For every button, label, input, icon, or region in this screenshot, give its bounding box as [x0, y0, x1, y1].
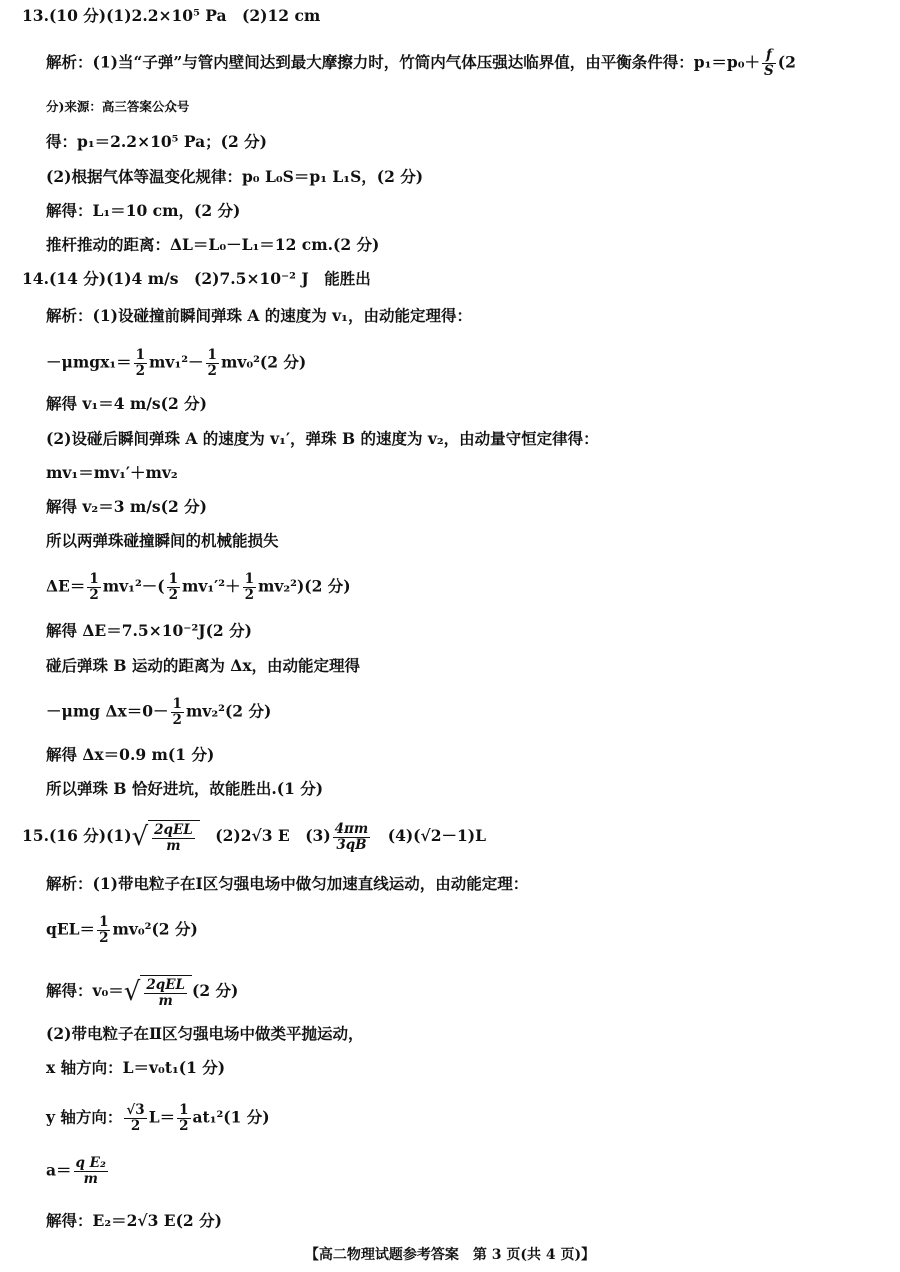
eq-part: mv₁²－ [149, 352, 204, 372]
fraction-denominator: 2 [99, 930, 109, 946]
eq-part: 解得：v₀＝ [46, 981, 124, 1000]
q15-answer-header [22, 820, 486, 854]
q14-line-6: 解得 v₂＝3 m/s(2 分) [46, 497, 208, 516]
q14-line-12: 解得 Δx＝0.9 m(1 分) [46, 745, 215, 764]
fraction-numerator: f [762, 48, 776, 64]
fraction-numerator: 1 [244, 571, 254, 587]
q13-line-4: (2)根据气体等温变化规律：p₀ L₀S＝p₁ L₁S，(2 分) [46, 167, 424, 186]
period-fraction [333, 822, 371, 853]
fraction-numerator: 1 [99, 914, 109, 930]
radical-sign: √ [131, 822, 149, 852]
fraction-numerator: √3 [126, 1102, 145, 1118]
fraction-denominator: 2 [168, 587, 178, 603]
eq-part: ΔE＝ [46, 576, 86, 596]
half-fraction [243, 572, 256, 603]
half-fraction [167, 572, 180, 603]
q15-equation-3 [46, 1103, 270, 1134]
q13-analysis-text: 解析：(1)当“子弹”与管内壁间达到最大摩擦力时，竹筒内气体压强达临界值，由平衡条件得：p₁＝p₀＋ [46, 52, 761, 72]
q13-line-5: 解得：L₁＝10 cm，(2 分) [46, 201, 241, 220]
f-over-s-fraction [762, 48, 776, 79]
fraction-numerator: 1 [207, 347, 217, 363]
sqrt-expression [132, 820, 200, 854]
fraction-denominator: S [764, 63, 774, 79]
radical-sign: √ [123, 977, 141, 1007]
q14-line-7: 所以两弹珠碰撞瞬间的机械能损失 [46, 531, 279, 550]
q15-equation-4 [46, 1156, 110, 1187]
half-fraction [87, 572, 100, 603]
half-fraction [177, 1103, 190, 1134]
q14-line-10: 碰后弹珠 B 运动的距离为 Δx，由动能定理得 [46, 656, 361, 675]
q15-line-8: 解得：E₂＝2√3 E(2 分) [46, 1211, 222, 1230]
eq-part: －μmg Δx＝0－ [46, 701, 169, 721]
q15-equation-2 [46, 975, 238, 1009]
fraction-numerator: 1 [172, 696, 182, 712]
fraction-denominator: 2 [244, 587, 254, 603]
fraction-denominator: 2 [89, 587, 99, 603]
eq-part: at₁²(1 分) [192, 1107, 270, 1127]
eq-part: mv₂²(2 分) [185, 701, 272, 721]
q15-line-1: 解析：(1)带电粒子在Ⅰ区匀强电场中做匀加速直线运动，由动能定理： [46, 874, 529, 893]
page-footer: 【高二物理试题参考答案 第 3 页(共 4 页)】 [304, 1247, 596, 1263]
q14-line-13: 所以弹珠 B 恰好进坑，故能胜出.(1 分) [46, 779, 324, 798]
eq-part: L＝ [148, 1107, 176, 1127]
half-fraction [97, 915, 110, 946]
eq-part: a＝ [46, 1160, 72, 1180]
q14-equation-3 [46, 697, 271, 728]
eq-part: qEL＝ [46, 919, 96, 939]
fraction-denominator: m [83, 1171, 98, 1187]
fraction-numerator: 4πm [334, 820, 369, 837]
q13-answer-header: 13.(10 分)(1)2.2×10⁵ Pa (2)12 cm [22, 6, 321, 25]
header-part: 15.(16 分)(1) [22, 826, 132, 845]
q14-line-9: 解得 ΔE＝7.5×10⁻²J(2 分) [46, 621, 252, 640]
fraction-numerator: 2qEL [146, 976, 185, 993]
eq-part: mv₁²－( [102, 576, 165, 596]
q14-line-1: 解析：(1)设碰撞前瞬间弹珠 A 的速度为 v₁，由动能定理得： [46, 306, 472, 325]
eq-part: mv₀²(2 分) [112, 919, 198, 939]
fraction-denominator: 2 [172, 712, 182, 728]
eq-part: mv₀²(2 分) [220, 352, 307, 372]
eq-part: y 轴方向： [46, 1107, 123, 1127]
fraction-numerator: 2qEL [154, 821, 193, 838]
fraction-numerator: 1 [168, 571, 178, 587]
q13-line-6: 推杆推动的距离：ΔL＝L₀－L₁＝12 cm.(2 分) [46, 235, 380, 254]
q13-analysis-tail: (2 [777, 52, 796, 72]
q14-answer-header: 14.(14 分)(1)4 m/s (2)7.5×10⁻² J 能胜出 [22, 269, 371, 288]
half-fraction [134, 348, 147, 379]
fraction-denominator: 2 [130, 1118, 141, 1134]
half-fraction [171, 697, 184, 728]
q14-line-3: 解得 v₁＝4 m/s(2 分) [46, 394, 208, 413]
sqrt-fraction [152, 823, 195, 854]
half-fraction [206, 348, 219, 379]
eq-part: －μmgx₁＝ [46, 352, 132, 372]
fraction-denominator: 2 [135, 363, 146, 379]
q13-analysis-line-1 [46, 48, 796, 79]
fraction-denominator: 2 [207, 363, 217, 379]
acceleration-fraction [74, 1156, 108, 1187]
fraction-numerator: 1 [135, 347, 146, 363]
q15-equation-1 [46, 915, 198, 946]
eq-part: mv₂²)(2 分) [257, 576, 351, 596]
fraction-numerator: q E₂ [75, 1155, 106, 1171]
eq-part: (2 分) [192, 981, 239, 1000]
fraction-denominator: m [166, 837, 181, 854]
fraction-denominator: 2 [179, 1118, 189, 1134]
fraction-numerator: 1 [89, 571, 99, 587]
header-part: (4)(√2－1)L [387, 826, 487, 845]
sqrt-expression [124, 975, 192, 1009]
header-part: (2)2√3 E (3) [215, 826, 331, 845]
q14-line-4: (2)设碰后瞬间弹珠 A 的速度为 v₁′，弹珠 B 的速度为 v₂，由动量守恒定律得： [46, 429, 599, 448]
sqrt-fraction [144, 978, 187, 1009]
q15-line-5: x 轴方向：L＝v₀t₁(1 分) [46, 1058, 226, 1077]
eq-part: mv₁′²＋ [181, 576, 241, 596]
q14-equation-2 [46, 572, 351, 603]
q14-equation-1 [46, 348, 306, 379]
sqrt3-half-fraction [124, 1103, 146, 1134]
q14-line-5: mv₁＝mv₁′＋mv₂ [46, 463, 178, 482]
fraction-denominator: 3qB [336, 836, 367, 853]
fraction-denominator: m [158, 992, 173, 1009]
fraction-numerator: 1 [179, 1102, 189, 1118]
q15-line-4: (2)带电粒子在Ⅱ区匀强电场中做类平抛运动， [46, 1024, 364, 1043]
q13-line-2: 分)来源：高三答案公众号 [46, 99, 190, 114]
q13-line-3: 得：p₁＝2.2×10⁵ Pa；(2 分) [46, 132, 267, 151]
